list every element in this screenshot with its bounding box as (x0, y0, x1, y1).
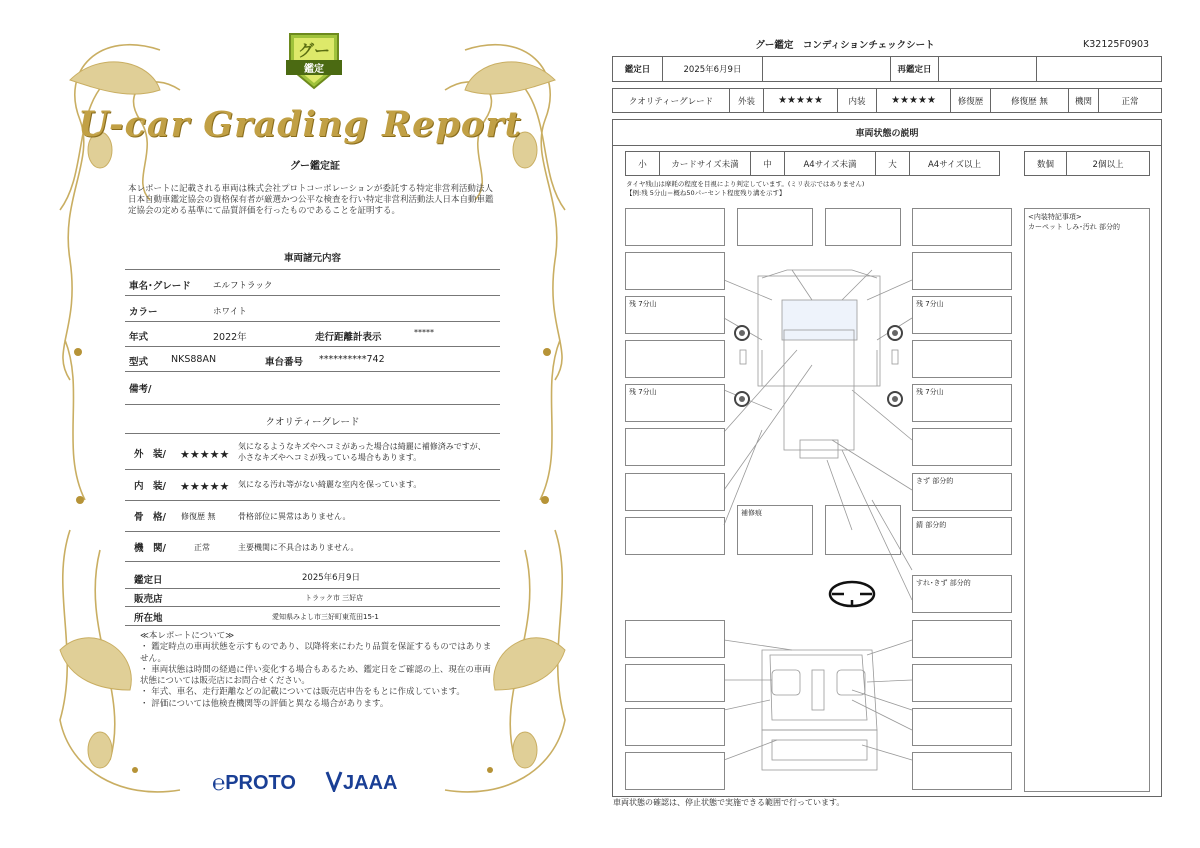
badge-text-goo: グー (297, 41, 330, 60)
tire-front-right-box (912, 296, 1012, 334)
tire-note-1: タイヤ残山は摩耗の程度を目視により判定しています。(ミリ表示ではありません) (626, 180, 865, 188)
row-vehicle-name (125, 270, 500, 296)
quality-heading: クオリティーグレード (265, 417, 360, 428)
sheet-engine-value: 正常 (1121, 96, 1139, 107)
note-1: ・ 鑑定時点の車両状態を示すものであり、以降将来にわたり品質を保証するものではありません。 (140, 642, 492, 664)
row-color (125, 296, 500, 322)
scratch-note: きず 部分的 (916, 477, 954, 485)
vehicle-name-label: 車名･グレード (129, 281, 191, 292)
proto-logo: ℮PROTO (212, 770, 296, 795)
row-engine (125, 532, 500, 562)
chassis-value: **********742 (319, 354, 385, 365)
tire-rear-left: 残 7分山 (629, 388, 657, 396)
row-frame (125, 501, 500, 532)
size-large-desc: A4サイズ以上 (927, 159, 982, 170)
tire-front-left: 残 7分山 (629, 300, 657, 308)
report-notes (140, 631, 495, 710)
interior-label: 内 装/ (134, 481, 166, 492)
frame-desc: 骨格部位に異常はありません。 (238, 512, 351, 521)
interior-desc: 気になる汚れ等がない綺麗な室内を保っています。 (238, 480, 422, 489)
tire-front-right: 残 7分山 (916, 300, 944, 308)
sheet-redate-label: 再鑑定日 (891, 57, 939, 81)
year-value: 2022年 (213, 332, 247, 343)
chassis-label: 車台番号 (265, 357, 304, 368)
note-2: ・ 車両状態は時間の経過に伴い変化する場合もあるため、鑑定日をご確認の上、現在の車両状態については販売店にお問合せください。 (140, 664, 491, 687)
proto-logo-text: PROTO (225, 772, 296, 794)
shop-label: 販売店 (134, 594, 163, 605)
model-value: NKS88AN (171, 354, 217, 365)
count-legend (1024, 151, 1150, 176)
count-label: 数個 (1025, 152, 1067, 175)
row-model (125, 347, 500, 372)
row-date (125, 567, 500, 589)
exterior-stars: ★★★★★ (180, 448, 230, 461)
interior-notes: カーペット しみ･汚れ 部分的 (1028, 223, 1120, 231)
row-address (125, 607, 500, 626)
model-label: 型式 (129, 357, 149, 368)
specs-heading: 車両諸元内容 (283, 253, 341, 264)
interior-notes-box (1024, 208, 1150, 792)
engine-label: 機 関/ (134, 543, 166, 554)
address-label: 所在地 (134, 613, 163, 624)
row-interior (125, 470, 500, 501)
shop-value: トラック市 三好店 (305, 594, 364, 602)
goo-kantei-badge (286, 30, 342, 92)
count-desc: 2個以上 (1092, 159, 1124, 170)
address-value: 愛知県みよし市三好町東荒田15-1 (272, 613, 379, 621)
rust-note-box (912, 517, 1012, 555)
row-shop (125, 589, 500, 607)
mileage-value: ***** (414, 328, 434, 337)
exterior-label: 外 装/ (134, 449, 166, 460)
tire-rear-left-box (625, 384, 725, 422)
size-small-desc: カードサイズ未満 (660, 152, 751, 175)
sheet-code: K32125F0903 (1083, 39, 1150, 50)
note-4: ・ 評価については他検査機関等の評価と異なる場合があります。 (140, 698, 389, 709)
sheet-grade-label: クオリティーグレード (613, 89, 730, 112)
row-year (125, 322, 500, 347)
size-small: 小 (626, 152, 660, 175)
scratch-note-box (912, 473, 1012, 511)
sponsor-logos (212, 770, 412, 800)
interior-stars: ★★★★★ (180, 480, 230, 493)
frame-value: 修復歴 無 (181, 512, 216, 521)
certificate-title: U-car Grading Report (78, 104, 522, 145)
badge-text-kantei: 鑑定 (286, 60, 342, 75)
color-value: ホワイト (213, 307, 247, 317)
sheet-history-value: 修復歴 無 (991, 89, 1069, 112)
frame-label: 骨 格/ (134, 512, 166, 523)
sheet-history-label: 修復歴 (951, 89, 991, 112)
engine-desc: 主要機関に不具合はありません。 (238, 543, 359, 552)
row-exterior (125, 434, 500, 470)
rub-note: すれ･きず 部分的 (916, 579, 971, 587)
size-mid: 中 (751, 152, 785, 175)
sheet-int-label: 内装 (838, 89, 877, 112)
tire-note-2: 【例:残 5分山＝概ね50パーセント程度残り溝を示す】 (626, 189, 786, 197)
tire-rear-right: 残 7分山 (916, 388, 944, 396)
sheet-int-stars: ★★★★★ (877, 89, 951, 112)
repair-note-box (737, 505, 813, 555)
sheet-engine-label: 機関 (1069, 89, 1099, 112)
date-value: 2025年6月9日 (302, 573, 360, 583)
sheet-ext-stars: ★★★★★ (764, 89, 838, 112)
year-label: 年式 (129, 332, 149, 343)
size-large: 大 (876, 152, 910, 175)
vehicle-name: エルフトラック (213, 281, 273, 291)
grade-row (612, 88, 1162, 113)
jaaa-logo-text: JAAA (343, 772, 398, 794)
sheet-ext-label: 外装 (730, 89, 764, 112)
size-legend (625, 151, 1000, 176)
sheet-date-value: 2025年6月9日 (663, 57, 763, 81)
jaaa-logo (325, 770, 397, 795)
sheet-date-label: 鑑定日 (613, 57, 663, 81)
repair-note: 補修痕 (741, 509, 762, 517)
exterior-desc: 気になるようなキズやヘコミがあった場合は綺麗に補修済みですが、小さなキズやヘコミが残っている場合もあります。 (238, 442, 486, 462)
note-3: ・ 年式、車名、走行距離などの記載については販売店申告をもとに作成しています。 (140, 687, 465, 698)
certificate-intro: 本レポートに記載される車両は株式会社プロトコーポレーションが委託する特定非営利活動法人日本自動車鑑定協会の資格保有者が厳選かつ公平な検査を行い特定非営利活動法人日本自動車鑑定協会の定める基準にて品質評価を行ったものであることを証明する。 (128, 184, 494, 217)
date-label: 鑑定日 (134, 575, 163, 586)
sheet-title: グー鑑定 コンディションチェックシート (755, 40, 935, 51)
size-mid-desc: A4サイズ未満 (785, 152, 876, 175)
engine-value: 正常 (194, 543, 210, 552)
interior-notes-title: <内装特記事項> (1028, 213, 1082, 221)
date-row (612, 56, 1162, 82)
sheet-footer: 車両状態の確認は、停止状態で実施できる範囲で行っています。 (613, 798, 845, 807)
color-label: カラー (129, 307, 158, 318)
certificate-subtitle: グー鑑定証 (290, 161, 340, 172)
remarks-label: 備考/ (129, 384, 152, 395)
mileage-label: 走行距離計表示 (315, 332, 382, 343)
tire-rear-right-box (912, 384, 1012, 422)
condition-heading: 車両状態の説明 (613, 120, 1161, 146)
rust-note: 錆 部分的 (916, 521, 947, 529)
notes-title: ≪本レポートについて≫ (140, 631, 235, 641)
row-remarks (125, 372, 500, 405)
rub-note-box (912, 575, 1012, 613)
tire-front-left-box (625, 296, 725, 334)
